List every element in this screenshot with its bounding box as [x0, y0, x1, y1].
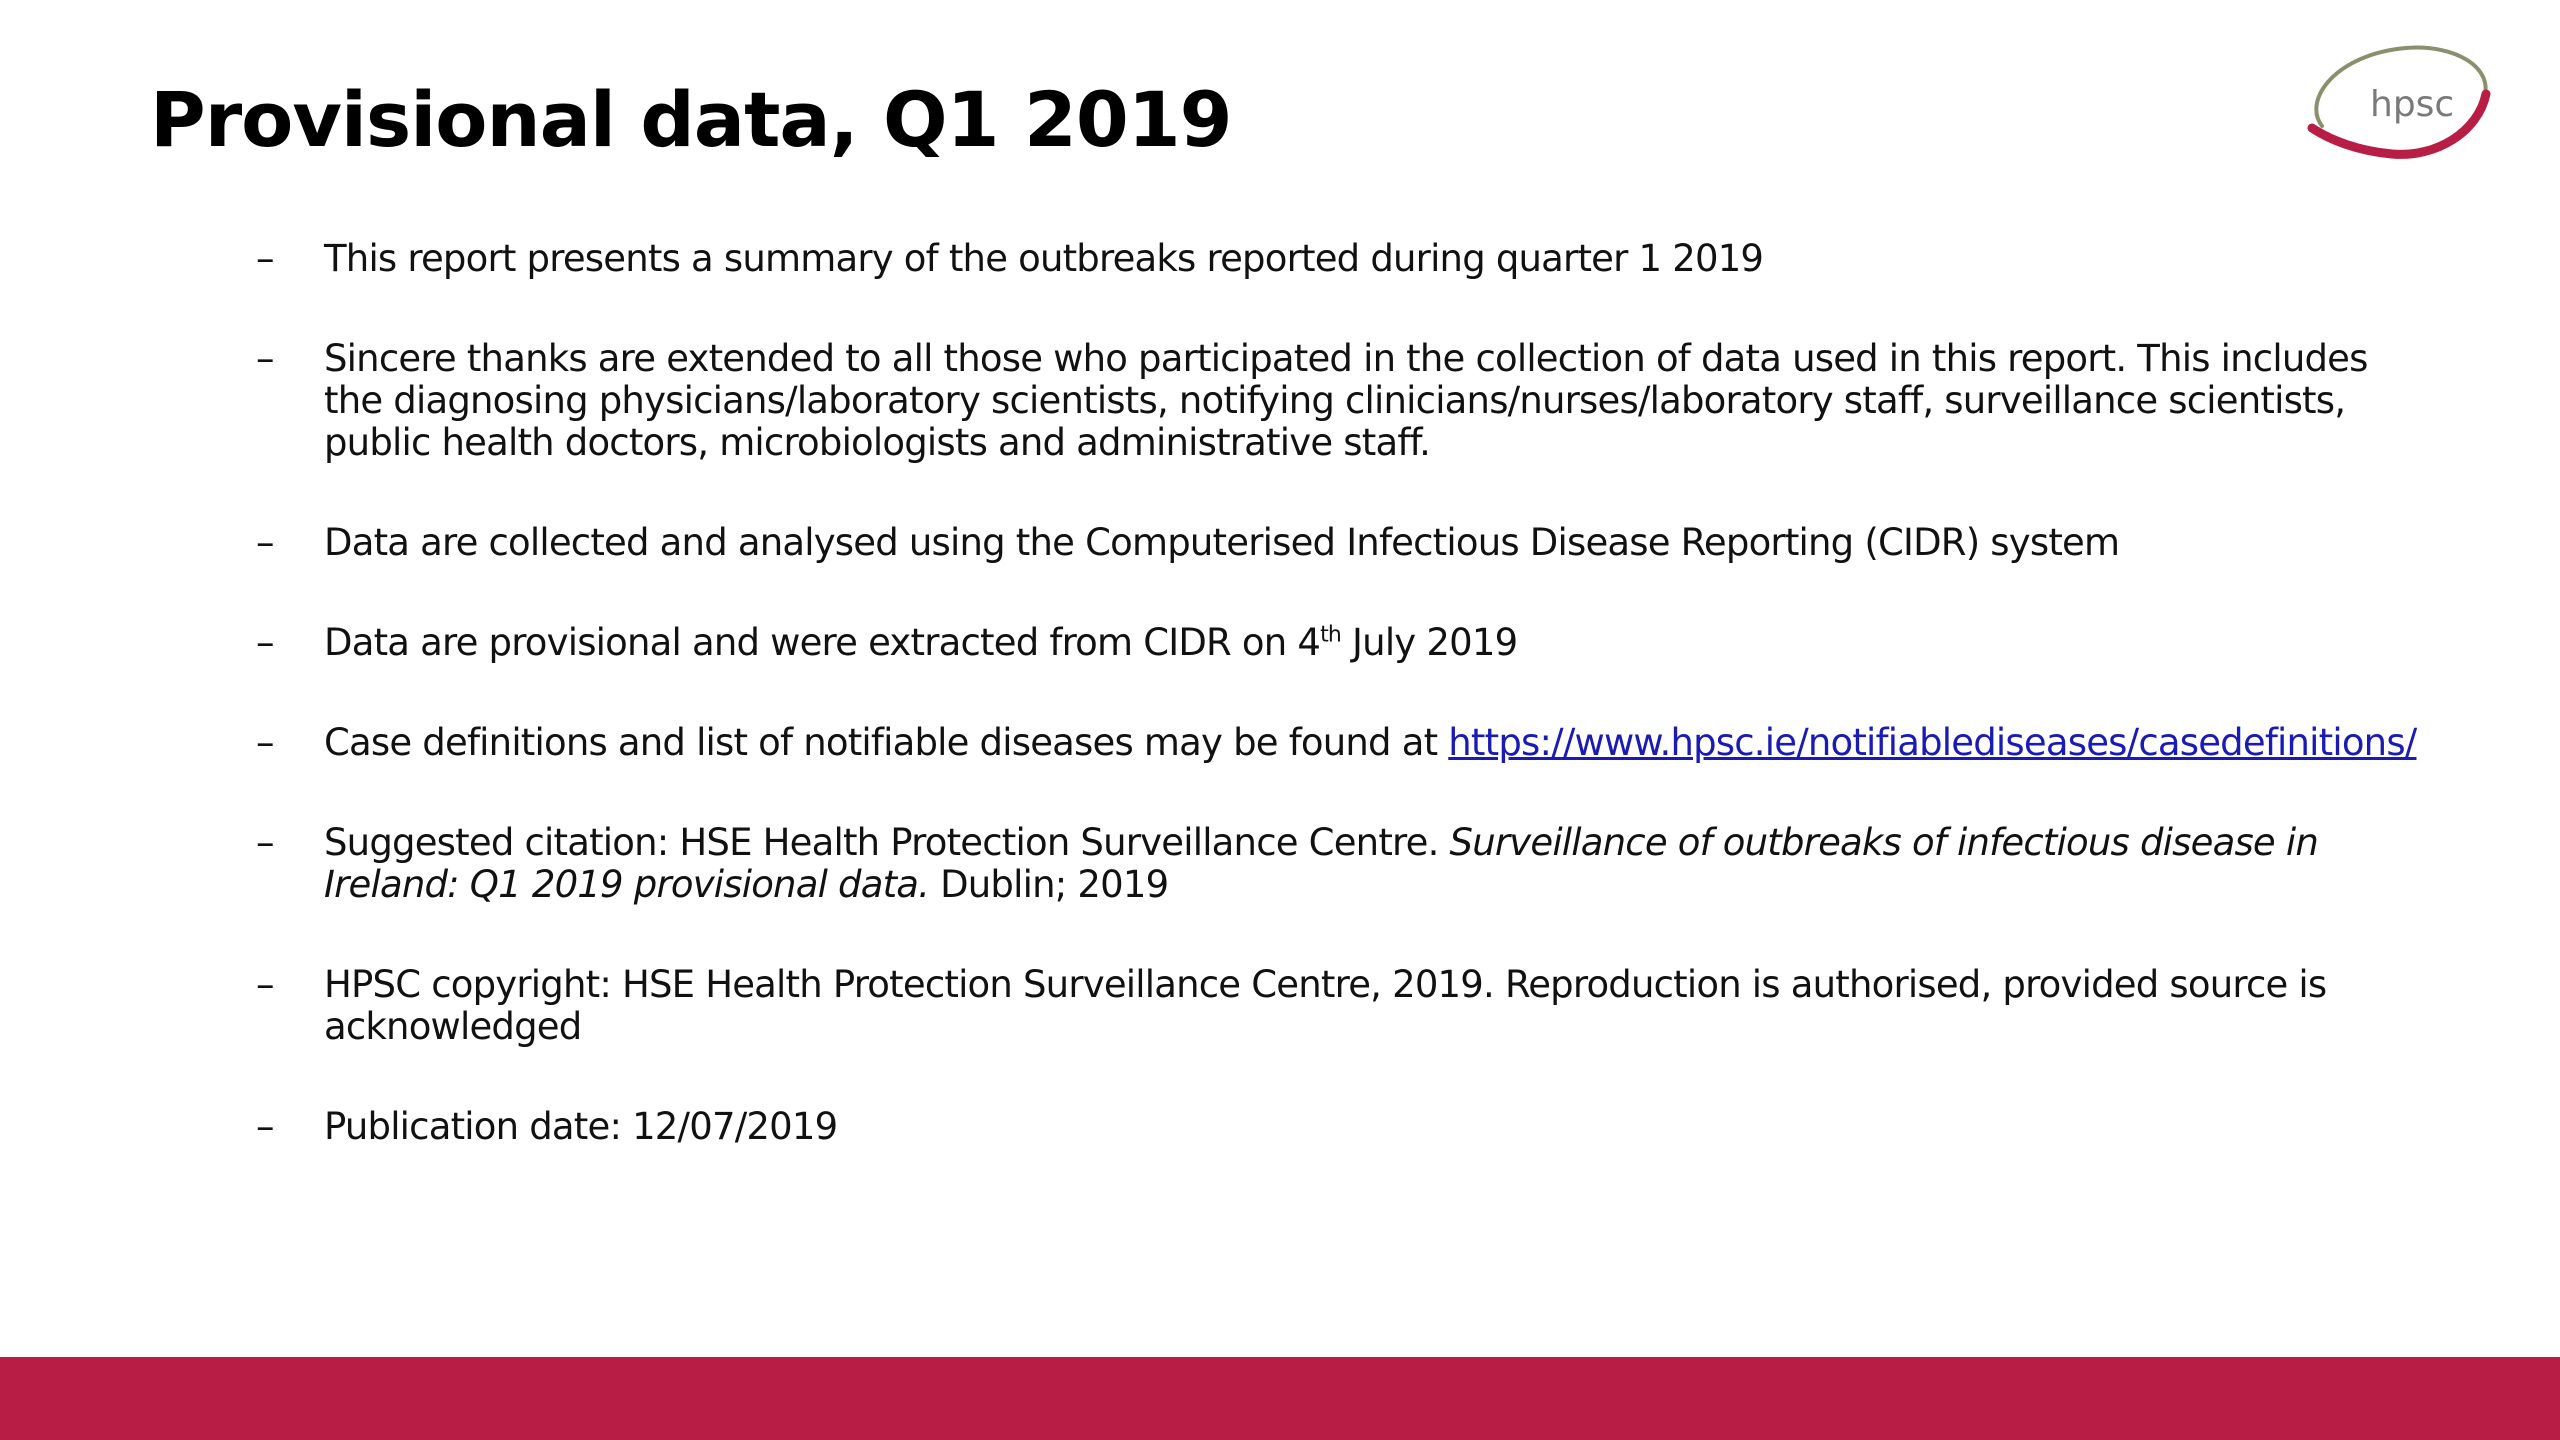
bullet-dash: – — [256, 521, 274, 564]
citation-suffix: Dublin; 2019 — [929, 863, 1169, 906]
bullet-dash: – — [256, 237, 274, 280]
bullet-text: HPSC copyright: HSE Health Protection Surveillance Centre, 2019. Reproduction is authorised, provided source is acknowledged — [324, 963, 2327, 1048]
citation-title: Surveillance of outbreaks of infectious disease in Ireland: Q1 2019 provisional data. — [324, 821, 2318, 906]
page-title: Provisional data, Q1 2019 — [150, 75, 1232, 164]
list-item — [250, 522, 2420, 564]
list-item — [250, 964, 2420, 1048]
list-item — [250, 238, 2420, 280]
footer-bar — [0, 1357, 2560, 1440]
bullet-text — [324, 821, 2318, 906]
bullet-dash: – — [256, 1105, 274, 1148]
citation-prefix: Suggested citation: HSE Health Protection Surveillance Centre. — [324, 821, 1450, 864]
bullet-text: Sincere thanks are extended to all those who participated in the collection of data used in this report. This includes the diagnosing physicians/laboratory scientists, notifying clinicians/nurses/laboratory staff, surveillance scientists, public health doctors, microbiologists and administrative staff. — [324, 337, 2368, 464]
hpsc-logo-icon — [2296, 40, 2496, 170]
extraction-date-text: Data are provisional and were extracted from CIDR on 4 — [324, 621, 1321, 664]
case-definitions-text: Case definitions and list of notifiable diseases may be found at — [324, 721, 1449, 764]
bullet-dash: – — [256, 621, 274, 664]
list-item — [250, 822, 2420, 906]
bullet-dash: – — [256, 721, 274, 764]
bullet-text — [324, 621, 1517, 664]
hpsc-logo — [2296, 40, 2496, 170]
bullet-dash: – — [256, 963, 274, 1006]
bullet-text — [324, 721, 2416, 764]
case-definitions-link[interactable]: https://www.hpsc.ie/notifiablediseases/casedefinitions/ — [1448, 721, 2417, 764]
bullet-dash: – — [256, 337, 274, 380]
list-item — [250, 622, 2420, 664]
logo-text: hpsc — [2370, 84, 2455, 125]
bullet-dash: – — [256, 821, 274, 864]
bullet-text: Publication date: 12/07/2019 — [324, 1105, 838, 1148]
list-item — [250, 338, 2420, 464]
date-ordinal-superscript: th — [1320, 622, 1342, 648]
bullet-text: Data are collected and analysed using the Computerised Infectious Disease Reporting (CIDR) system — [324, 521, 2120, 564]
list-item — [250, 1106, 2420, 1148]
list-item — [250, 722, 2420, 764]
extraction-date-suffix: July 2019 — [1341, 621, 1518, 664]
bullet-text: This report presents a summary of the outbreaks reported during quarter 1 2019 — [324, 237, 1764, 280]
bullet-list — [250, 238, 2420, 1206]
